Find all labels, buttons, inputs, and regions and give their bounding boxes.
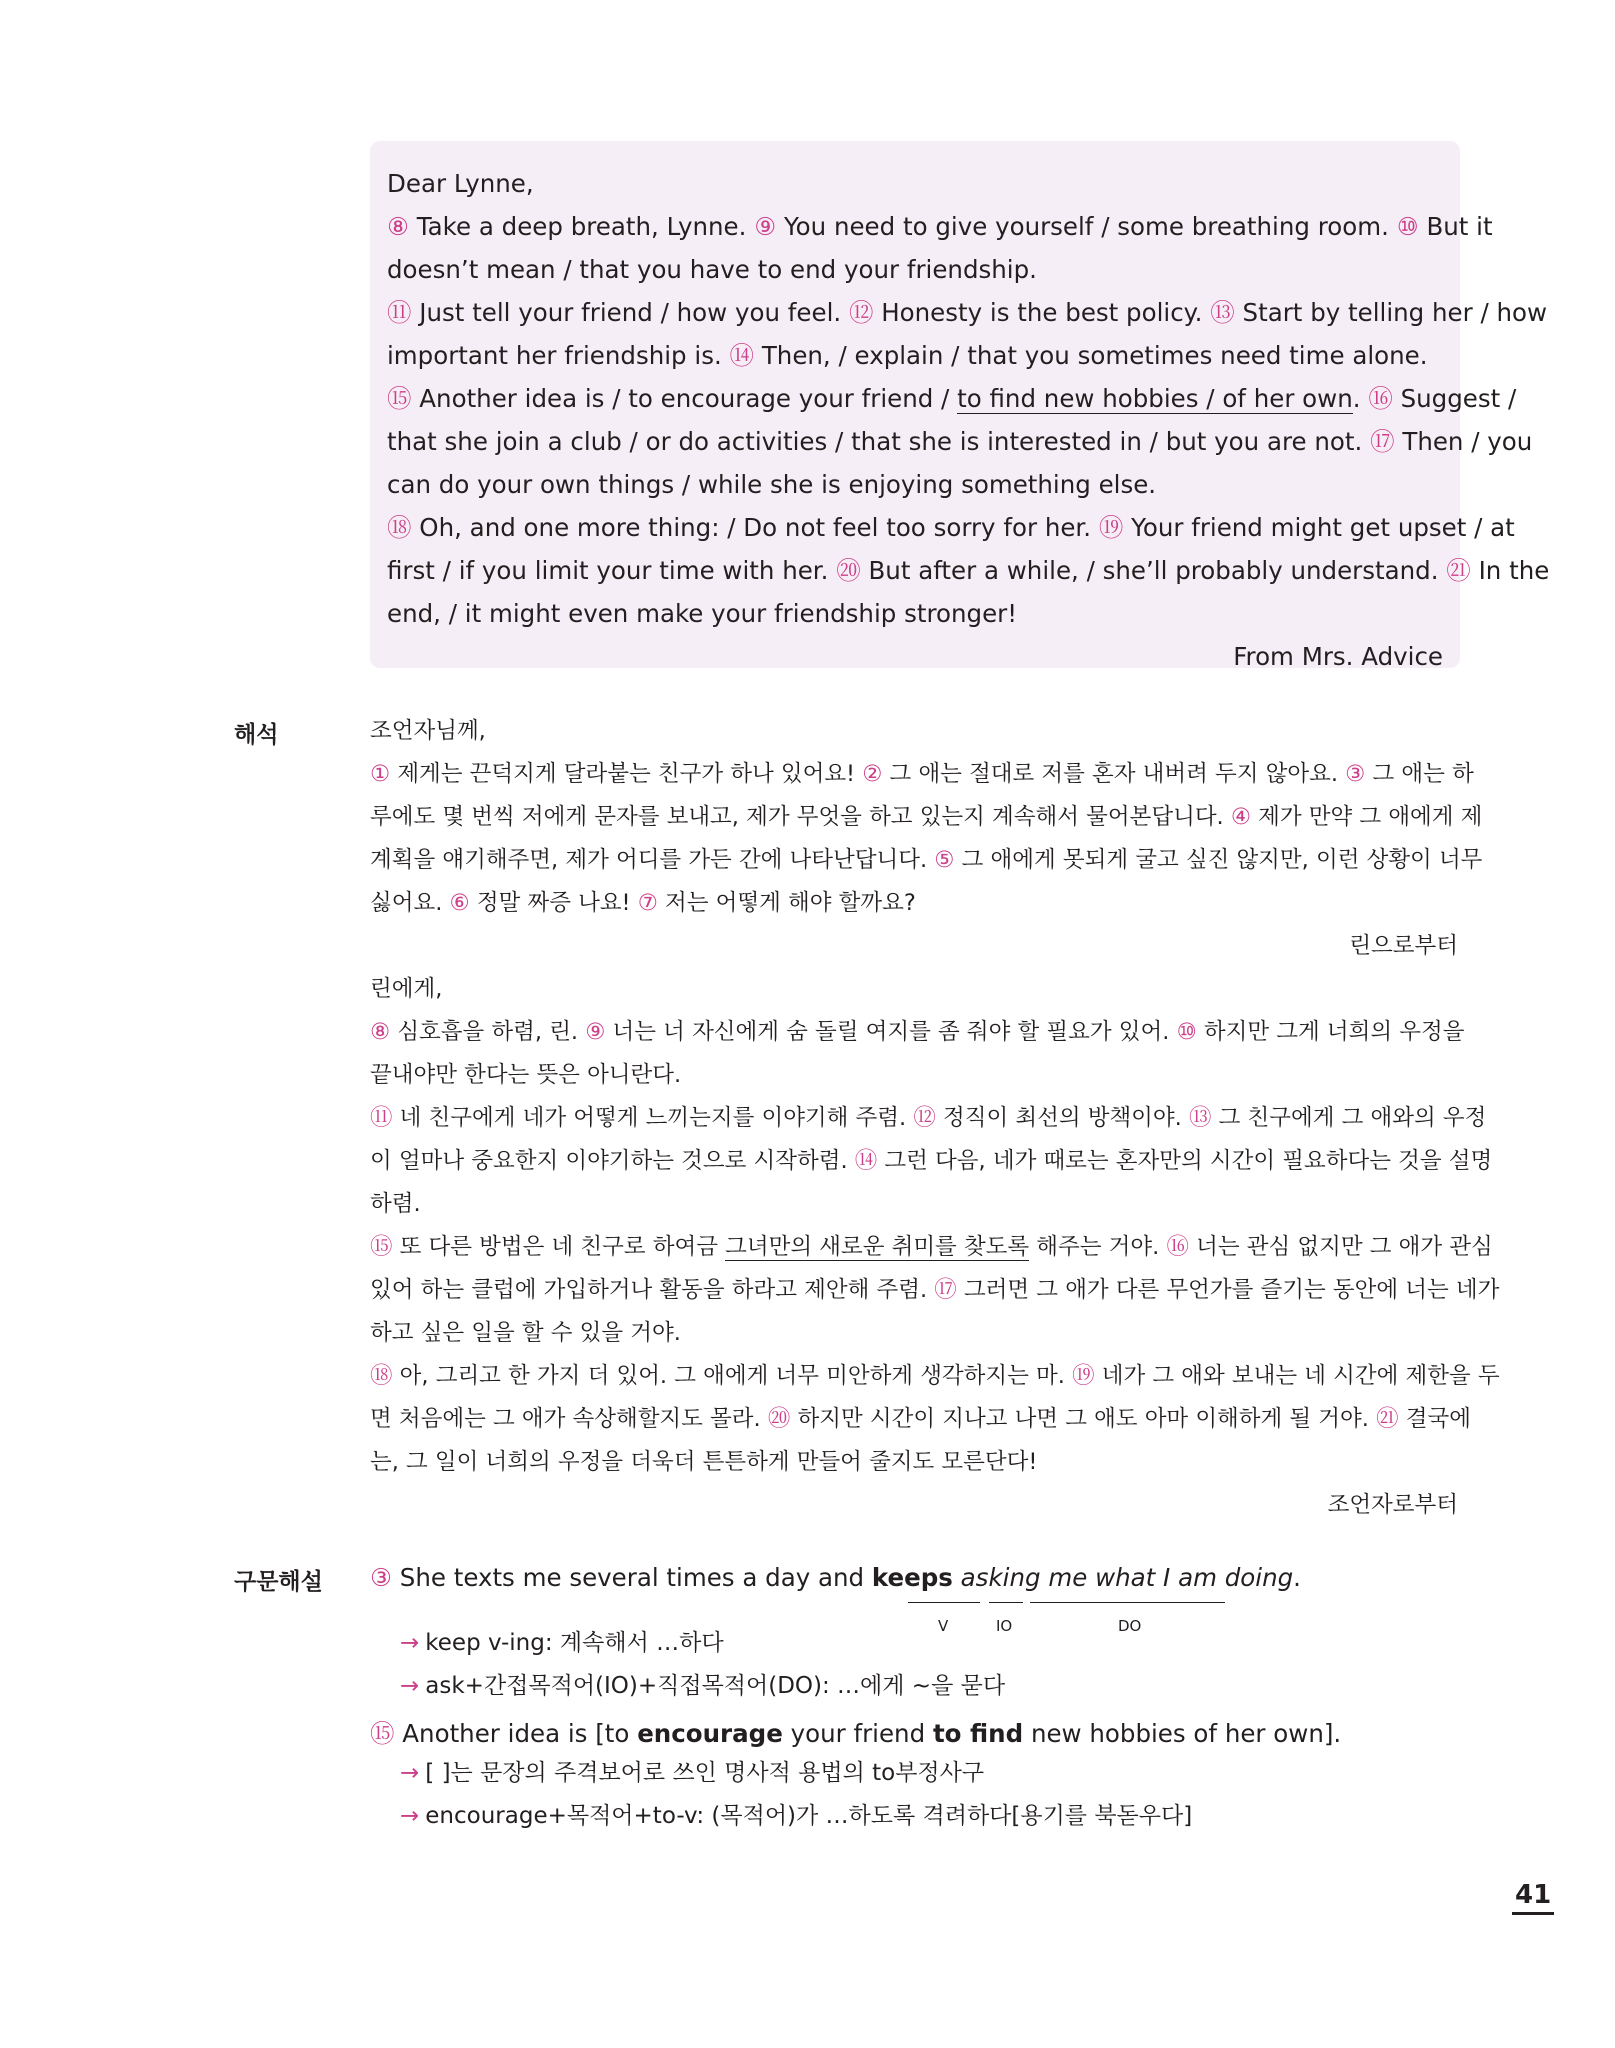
letter-line: end, / it might even make your friendship stronger! <box>387 599 1018 628</box>
structure-note <box>370 1665 1458 1708</box>
underlined-phrase: 그녀만의 새로운 취미를 찾도록 <box>725 1234 1030 1260</box>
letter-line: doesn’t mean / that you have to end your friendship. <box>387 255 1037 284</box>
bold-word: encourage <box>637 1719 783 1748</box>
sentence-text: your friend <box>782 1719 933 1748</box>
translation-line: ⑧ 심호흡을 하렴, 린. ⑨ 너는 너 자신에게 숨 돌릴 여지를 좀 줘야 할 필요가 있어. ⑩ 하지만 그게 너희의 우정을 <box>370 1019 1465 1045</box>
tag-io: IO <box>996 1617 1013 1635</box>
structure-note <box>370 1752 1458 1795</box>
translation-signoff: 린으로부터 <box>1349 933 1458 959</box>
note-text: [ ]는 문장의 주격보어로 쓰인 명사적 용법의 to부정사구 <box>425 1760 985 1786</box>
note-text: ask+간접목적어(IO)+직접목적어(DO): …에게 ~을 묻다 <box>425 1673 1006 1699</box>
translation-line: 린에게, <box>370 976 443 1002</box>
letter-text: ⑮ Another idea is / to encourage your friend / <box>387 384 958 413</box>
translation-line: 하고 싶은 일을 할 수 있을 거야. <box>370 1320 681 1346</box>
translation-label: 해석 <box>234 722 279 748</box>
tag-do: DO <box>1118 1617 1142 1635</box>
translation-line-underlined <box>370 1226 1493 1269</box>
sentence-text: Another idea is [to <box>402 1719 638 1748</box>
letter-line: important her friendship is. ⑭ Then, / explain / that you sometimes need time alone. <box>387 341 1428 370</box>
translation-text: 해주는 거야. ⑯ 너는 관심 없지만 그 애가 관심 <box>1029 1234 1493 1260</box>
letter-line: can do your own things / while she is enjoying something else. <box>387 470 1157 499</box>
tag-v: V <box>938 1617 949 1635</box>
arrow-icon: → <box>400 1803 420 1829</box>
structure-label: 구문해설 <box>234 1569 323 1595</box>
bold-word: to find <box>932 1719 1024 1748</box>
direct-object: what I am doing <box>1095 1563 1294 1592</box>
translation-line: 면 처음에는 그 애가 속상해할지도 몰라. ⑳ 하지만 시간이 지나고 나면 그 애도 아마 이해하게 될 거야. ㉑ 결국에 <box>370 1406 1471 1432</box>
indirect-object: me <box>1048 1563 1088 1592</box>
letter-greeting: Dear Lynne, <box>387 169 534 198</box>
letter-line: first / if you limit your time with her. ⑳ But after a while, / she’ll probably understand. ㉑ In the <box>387 556 1550 585</box>
translation-section <box>370 710 1500 1527</box>
structure-note <box>370 1795 1458 1838</box>
translation-line: 루에도 몇 번씩 저에게 문자를 보내고, 제가 무엇을 하고 있는지 계속해서 물어본답니다. ④ 제가 만약 그 애에게 제 <box>370 804 1483 830</box>
sentence-text: She texts me several times a day and <box>399 1563 872 1592</box>
page-number: 41 <box>1512 1880 1554 1915</box>
letter-line: ⑪ Just tell your friend / how you feel. ⑫ Honesty is the best policy. ⑬ Start by telling her / how <box>387 298 1548 327</box>
sentence-number: ⑮ <box>370 1719 395 1748</box>
note-text: encourage+목적어+to-v: (목적어)가 …하도록 격려하다[용기를 북돋우다] <box>425 1803 1193 1829</box>
bold-word: keeps <box>871 1563 953 1592</box>
sentence-number: ③ <box>370 1563 392 1592</box>
translation-line: 조언자님께, <box>370 718 486 744</box>
structure-sentence-3 <box>370 1560 1458 1635</box>
sentence-end: . <box>1293 1563 1301 1592</box>
structure-sentence-15 <box>370 1716 1458 1752</box>
translation-line: 싫어요. ⑥ 정말 짜증 나요! ⑦ 저는 어떻게 해야 할까요? <box>370 890 916 916</box>
translation-line: 는, 그 일이 너희의 우정을 더욱더 튼튼하게 만들어 줄지도 모른단다! <box>370 1449 1038 1475</box>
letter-line-underlined <box>387 377 1517 420</box>
arrow-icon: → <box>400 1760 420 1786</box>
letter-line: ⑱ Oh, and one more thing: / Do not feel too sorry for her. ⑲ Your friend might get upset / at <box>387 513 1515 542</box>
structure-note <box>370 1622 1458 1665</box>
letter-text: . ⑯ Suggest / <box>1352 384 1517 413</box>
translation-line: ① 제게는 끈덕지게 달라붙는 친구가 하나 있어요! ② 그 애는 절대로 저를 혼자 내버려 두지 않아요. ③ 그 애는 하 <box>370 761 1474 787</box>
translation-line: 있어 하는 클럽에 가입하거나 활동을 하라고 제안해 주렴. ⑰ 그러면 그 애가 다른 무언가를 즐기는 동안에 너는 네가 <box>370 1277 1500 1303</box>
sentence-text: new hobbies of her own]. <box>1023 1719 1342 1748</box>
translation-line: 계획을 얘기해주면, 제가 어디를 가든 간에 나타난답니다. ⑤ 그 애에게 못되게 굴고 싶진 않지만, 이런 상황이 너무 <box>370 847 1483 873</box>
translation-line: 끝내야만 한다는 뜻은 아니란다. <box>370 1062 682 1088</box>
translation-line: 하렴. <box>370 1191 421 1217</box>
translation-text: ⑮ 또 다른 방법은 네 친구로 하여금 <box>370 1234 726 1260</box>
underlined-phrase: to find new hobbies / of her own <box>957 384 1353 413</box>
translation-line: ⑱ 아, 그리고 한 가지 더 있어. 그 애에게 너무 미안하게 생각하지는 마. ⑲ 네가 그 애와 보내는 네 시간에 제한을 두 <box>370 1363 1500 1389</box>
letter-line: that she join a club / or do activities / that she is interested in / but you are not. ⑰ Then / you <box>387 427 1533 456</box>
translation-signoff: 조언자로부터 <box>1327 1492 1458 1518</box>
note-text: keep v-ing: 계속해서 …하다 <box>425 1630 724 1656</box>
underline-v <box>908 1602 980 1603</box>
underline-io <box>989 1602 1023 1603</box>
letter-box <box>370 141 1550 671</box>
letter-line: ⑧ Take a deep breath, Lynne. ⑨ You need to give yourself / some breathing room. ⑩ But it <box>387 212 1493 241</box>
letter-signoff: From Mrs. Advice <box>1233 642 1443 671</box>
arrow-icon: → <box>400 1673 420 1699</box>
translation-line: ⑪ 네 친구에게 네가 어떻게 느끼는지를 이야기해 주렴. ⑫ 정직이 최선의 방책이야. ⑬ 그 친구에게 그 애와의 우정 <box>370 1105 1487 1131</box>
translation-line: 이 얼마나 중요한지 이야기하는 것으로 시작하렴. ⑭ 그런 다음, 네가 때로는 혼자만의 시간이 필요하다는 것을 설명 <box>370 1148 1493 1174</box>
structure-section <box>370 1560 1458 1838</box>
verb-phrase: asking <box>960 1563 1041 1592</box>
arrow-icon: → <box>400 1630 420 1656</box>
underline-do <box>1030 1602 1225 1603</box>
